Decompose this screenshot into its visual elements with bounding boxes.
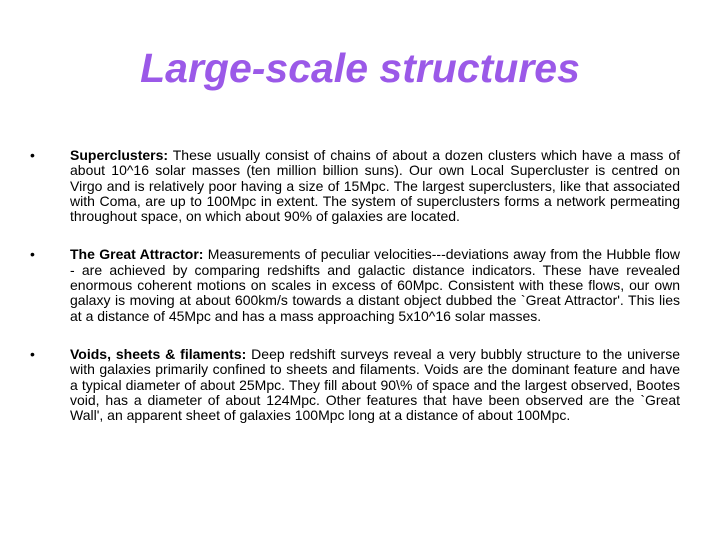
bullet-text: Deep redshift surveys reveal a very bubbly structure to the universe with galaxies primarily confined to sheets and filaments. Voids are the dominant feature and have a typical diameter of about 25Mpc. They fill about 90\% of space and the largest observed, Bootes void, has a diameter of about 124Mpc. Other features that have been observed are the `Great Wall', an apparent sheet of galaxies 100Mpc long at a distance of about 100Mpc.: [70, 345, 680, 424]
bullet-list: [30, 148, 680, 446]
bullet-dot: •: [30, 345, 35, 362]
bullet-dot: •: [30, 246, 35, 263]
bullet-dot: •: [30, 147, 35, 163]
bullet-superclusters: [30, 148, 680, 224]
bullet-text: These usually consist of chains of about a dozen clusters which have a mass of about 10^16 solar masses (ten million billion suns). Our own Local Supercluster is centred on Virgo and is relatively poor having a size of 15Mpc. The largest superclusters, like that associated with Coma, are up to 100Mpc in extent. The system of superclusters forms a network permeating throughout space, on which about 90% of galaxies are located.: [70, 147, 680, 225]
bullet-great-attractor: [30, 247, 680, 323]
bullet-term: The Great Attractor:: [70, 246, 204, 263]
bullet-term: Superclusters:: [70, 147, 169, 163]
slide-title: Large-scale structures: [140, 45, 580, 91]
bullet-term: Voids, sheets & filaments:: [70, 345, 247, 362]
bullet-voids-sheets-filaments: [30, 347, 680, 423]
bullet-text: Measurements of peculiar velocities---deviations away from the Hubble flow - are achieved by comparing redshifts and galactic distance indicators. These have revealed enormous coherent motions on scales in excess of 60Mpc. Consistent with these flows, our own galaxy is moving at about 600km/s towards a distant object dubbed the `Great Attractor'. This lies at a distance of 45Mpc and has a mass approaching 5x10^16 solar masses.: [70, 246, 680, 324]
